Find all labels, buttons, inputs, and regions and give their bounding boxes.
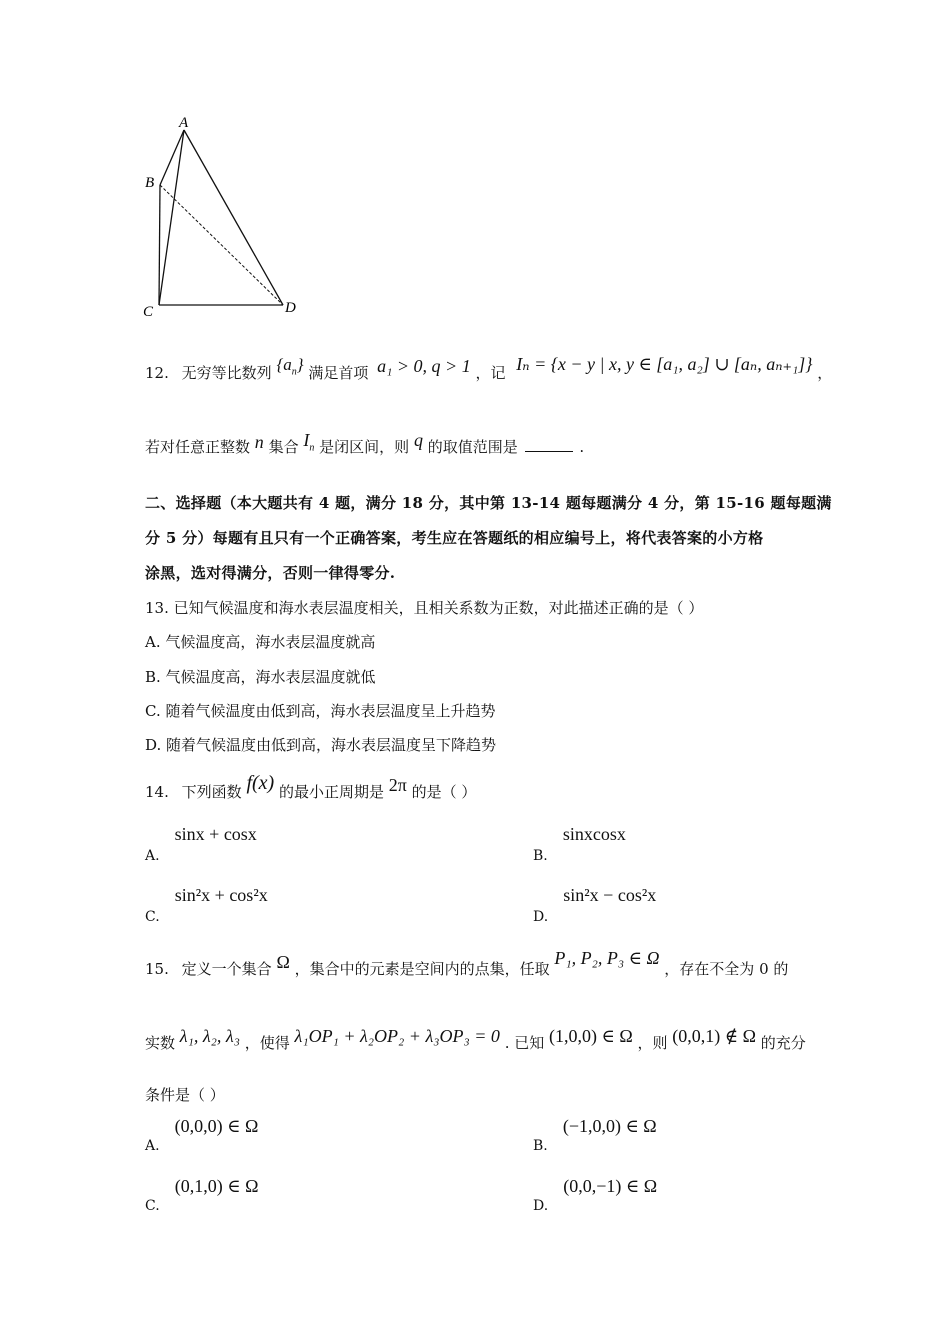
q14-option-a-label: A. <box>145 848 160 864</box>
q15-number: 15. <box>145 960 169 978</box>
q12-text-c: ，记 <box>475 364 506 382</box>
q13-option-a[interactable]: A. 气候温度高，海水表层温度就高 <box>145 633 376 651</box>
q14-option-c-label: C. <box>145 909 160 925</box>
q12-number: 12. <box>145 364 169 382</box>
q12-set-def: Iₙ = {x − y | x, y ∈ [a₁, a₂] ∪ [aₙ, aₙ₊₁]} <box>516 354 813 374</box>
q12-line2-a: 若对任意正整数 <box>145 438 251 456</box>
label-C: C <box>143 304 154 320</box>
q15-option-c-expr: (0,1,0) ∈ Ω <box>174 1176 259 1196</box>
edge-BC <box>159 185 160 305</box>
q15-equation: λ₁OP₁ + λ₂OP₂ + λ₃OP₃ = 0 <box>294 1026 500 1046</box>
q12-In: $I_n$ <box>303 430 315 454</box>
q15-text-a: 定义一个集合 <box>181 960 272 978</box>
q15-option-c-label: C. <box>145 1198 160 1214</box>
q15-line2-a: 实数 <box>145 1034 176 1052</box>
q12-line2-b: 集合 <box>268 438 299 456</box>
q15-line2-e: 的充分 <box>760 1034 806 1052</box>
q15-omega: Ω <box>276 952 290 972</box>
q14-period: 2π <box>388 775 407 795</box>
q15-option-d-label: D. <box>533 1198 549 1214</box>
q15-line2-b: ，使得 <box>244 1034 290 1052</box>
q15-line2-d: ，则 <box>637 1034 668 1052</box>
q14-option-b[interactable] <box>533 824 626 864</box>
q15-option-b[interactable] <box>533 1116 657 1154</box>
q14-option-b-expr: sinxcosx <box>562 824 626 844</box>
question-15-line1 <box>145 948 789 979</box>
q12-var-n: n <box>254 432 264 452</box>
q15-pts: P₁, P₂, P₃ ∈ Ω <box>554 948 660 968</box>
q13-option-b[interactable]: B. 气候温度高，海水表层温度就低 <box>145 668 376 686</box>
q15-option-a-expr: (0,0,0) ∈ Ω <box>174 1116 259 1136</box>
q13-option-d[interactable]: D. 随着气候温度由低到高，海水表层温度呈下降趋势 <box>145 736 497 754</box>
q12-line2-d: 的取值范围是 <box>427 438 518 456</box>
q14-text-b: 的最小正周期是 <box>278 783 384 801</box>
q12-line2-c: 是闭区间，则 <box>319 438 410 456</box>
q14-option-c-expr: sin²x + cos²x <box>174 885 268 905</box>
edge-AC <box>159 130 184 305</box>
q15-option-d-expr: (0,0,−1) ∈ Ω <box>563 1176 658 1196</box>
q15-known: (1,0,0) ∈ Ω <box>549 1026 633 1046</box>
edge-AD <box>184 130 283 305</box>
q12-var-q: q <box>413 430 423 450</box>
q14-option-c[interactable] <box>145 885 268 925</box>
label-D: D <box>285 300 296 316</box>
q12-text-d: ， <box>817 364 833 382</box>
question-15-line3: 条件是（ ） <box>145 1086 225 1104</box>
question-15-line2 <box>145 1026 806 1053</box>
q14-option-d-expr: sin²x − cos²x <box>563 885 657 905</box>
q12-text-a: 无穷等比数列 <box>181 364 272 382</box>
label-B: B <box>145 175 155 191</box>
q12-text-b: 满足首项 <box>308 364 369 382</box>
q15-option-c[interactable] <box>145 1176 259 1214</box>
answer-blank[interactable] <box>525 450 573 452</box>
q12-line2-end: . <box>579 438 585 456</box>
q14-text-c: 的是（ ） <box>411 783 477 801</box>
tetrahedron-figure <box>135 110 315 325</box>
q13-option-c[interactable]: C. 随着气候温度由低到高，海水表层温度呈上升趋势 <box>145 702 496 720</box>
question-12-line2 <box>145 430 585 460</box>
q15-option-b-label: B. <box>533 1138 548 1154</box>
q14-option-a[interactable] <box>145 824 257 864</box>
q15-target: (0,0,1) ∉ Ω <box>672 1026 756 1046</box>
q14-option-d-label: D. <box>533 909 549 925</box>
section-2-heading-line3: 涂黑，选对得满分，否则一律得零分. <box>145 564 396 582</box>
q12-seq-an: $\{a_n\}$ <box>276 355 304 378</box>
q15-text-b: ，集合中的元素是空间内的点集，任取 <box>294 960 550 978</box>
question-14-stem <box>145 772 477 803</box>
q15-lambdas: λ₁, λ₂, λ₃ <box>179 1026 240 1046</box>
q15-line2-c: . 已知 <box>504 1034 545 1052</box>
q14-func: f(x) <box>246 772 275 794</box>
question-13-stem: 13. 已知气候温度和海水表层温度相关，且相关系数为正数，对此描述正确的是（ ） <box>145 599 704 617</box>
section-2-heading-line2: 分 5 分）每题有且只有一个正确答案，考生应在答题纸的相应编号上，将代表答案的小方格 <box>145 529 764 547</box>
q15-text-c: ，存在不全为 0 的 <box>664 960 789 978</box>
q15-option-d[interactable] <box>533 1176 658 1214</box>
q14-option-d[interactable] <box>533 885 657 925</box>
section-2-heading-line1: 二、选择题（本大题共有 4 题，满分 18 分，其中第 13-14 题每题满分 4 分，第 15-16 题每题满 <box>145 494 832 512</box>
edge-BD-dashed <box>160 185 283 305</box>
label-A: A <box>179 115 189 131</box>
q14-text-a: 下列函数 <box>181 783 242 801</box>
q15-option-b-expr: (−1,0,0) ∈ Ω <box>562 1116 657 1136</box>
q15-option-a-label: A. <box>145 1138 160 1154</box>
q12-cond: a₁ > 0, q > 1 <box>377 356 471 376</box>
q14-option-b-label: B. <box>533 848 548 864</box>
q14-number: 14. <box>145 783 169 801</box>
question-12-line1 <box>145 354 833 385</box>
q15-option-a[interactable] <box>145 1116 259 1154</box>
q14-option-a-expr: sinx + cosx <box>174 824 257 844</box>
